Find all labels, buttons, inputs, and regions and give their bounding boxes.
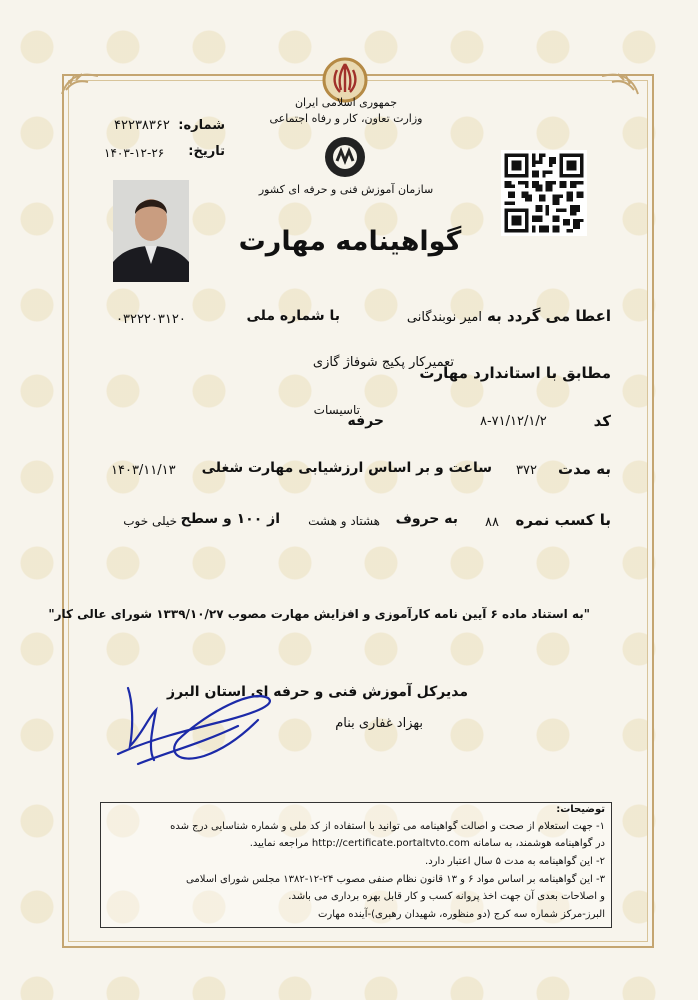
score-value: ۸۸	[485, 515, 499, 530]
notes-box	[100, 802, 612, 928]
qr-code-icon	[501, 150, 587, 236]
national-id-value: ۰۳۲۲۲۰۳۱۲۰	[116, 312, 186, 327]
organization-name: سازمان آموزش فنی و حرفه ای کشور	[258, 183, 434, 196]
country-name: جمهوری اسلامی ایران	[294, 96, 398, 109]
date-label: تاریخ:	[188, 144, 225, 159]
standard-name: تعمیرکار پکیج شوفاژ گازی	[312, 355, 454, 370]
code-value: ۸-۷۱/۱۲/۱/۲	[480, 414, 547, 429]
notes-heading: توضیحات:	[556, 804, 605, 815]
code-label: کد	[593, 412, 611, 430]
duration-label: به مدت	[558, 460, 611, 478]
signatory-name: بهزاد غفاری بنام	[335, 716, 423, 731]
corner-ornament-top-right-icon	[600, 70, 640, 96]
corner-ornament-top-left-icon	[60, 70, 100, 96]
holder-photo	[113, 180, 189, 282]
number-value: ۴۲۲۳۸۳۶۲	[114, 118, 170, 133]
trade-value: تاسیسات	[313, 403, 360, 417]
tvto-logo-icon	[323, 135, 367, 179]
hours-label: ساعت و بر اساس ارزشیابی مهارت شغلی	[201, 460, 492, 476]
level-value: خیلی خوب	[123, 514, 177, 528]
signatory-title: مدیرکل آموزش فنی و حرفه ای استان البرز	[167, 684, 468, 700]
note-footer: البرز-مرکز شماره سه کرج (دو منظوره، شهیدان رهبری)-آینده مهارت	[317, 909, 605, 920]
note-line-1b: در گواهینامه هوشمند، به سامانه http://certificate.portaltvto.com مراجعه نمایید.	[249, 838, 605, 849]
out-of-label: از ۱۰۰ و سطح	[180, 511, 280, 527]
in-words-label: به حروف	[395, 511, 458, 527]
score-words: هشتاد و هشت	[308, 514, 380, 528]
granted-label: اعطا می گردد به	[487, 307, 611, 325]
holder-name: امیر نوبندگانی	[406, 310, 482, 325]
national-id-label: با شماره ملی	[246, 308, 340, 324]
exam-date: ۱۴۰۳/۱۱/۱۳	[111, 463, 176, 478]
score-label: با کسب نمره	[515, 511, 611, 529]
legal-basis: "به استناد ماده ۶ آیین نامه کارآموزی و افزایش مهارت مصوب ۱۳۳۹/۱۰/۲۷ شورای عالی کار"	[48, 607, 590, 621]
trade-label: حرفه	[347, 413, 384, 429]
signature-icon	[108, 660, 278, 770]
note-line-3b: و اصلاحات بعدی آن جهت اخذ پروانه کسب و کار قابل بهره برداری می باشد.	[288, 891, 605, 902]
ministry-name: وزارت تعاون، کار و رفاه اجتماعی	[269, 112, 423, 125]
standard-label: مطابق با استاندارد مهارت	[419, 364, 611, 382]
date-value: ۱۴۰۳-۱۲-۲۶	[104, 146, 165, 160]
note-line-2: ۲- این گواهینامه به مدت ۵ سال اعتبار دارد.	[425, 856, 605, 867]
certificate-title: گواهینامه مهارت	[238, 226, 462, 257]
number-label: شماره:	[178, 118, 225, 133]
duration-value: ۳۷۲	[516, 463, 537, 478]
note-line-1a: ۱- جهت استعلام از صحت و اصالت گواهینامه می توانید با استفاده از کد ملی و شماره شناسایی درج شده	[170, 821, 605, 832]
note-line-3a: ۳- این گواهینامه بر اساس مواد ۶ و ۱۳ قانون نظام صنفی مصوب ۲۴-۱۲-۱۳۸۲ مجلس شورای اسلامی	[186, 874, 605, 885]
